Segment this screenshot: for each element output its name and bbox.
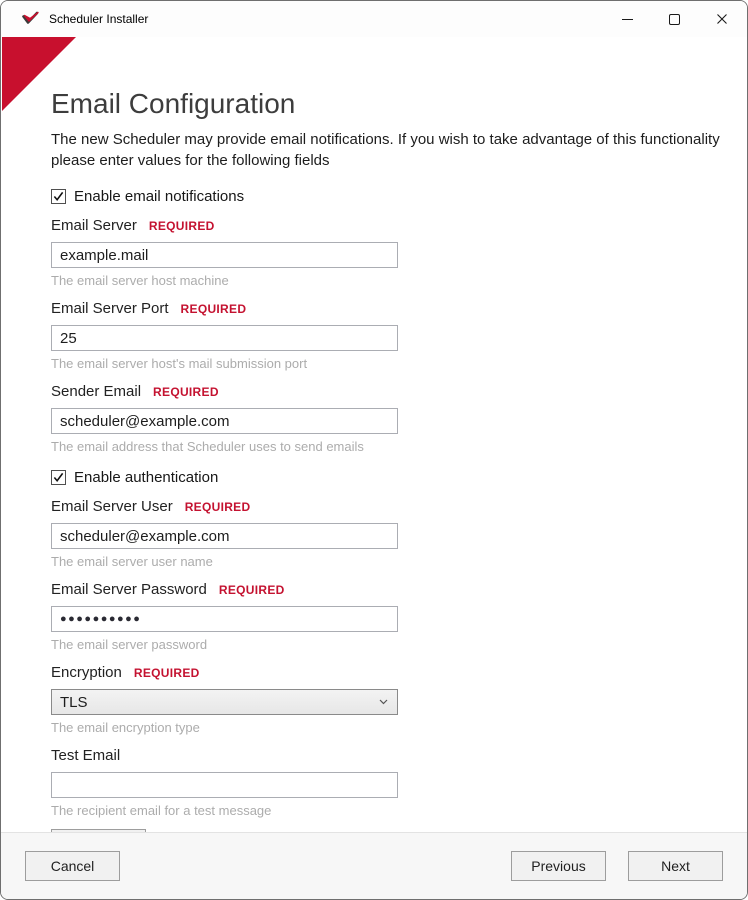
- previous-button[interactable]: Previous: [511, 851, 606, 881]
- email-server-port-input[interactable]: [51, 325, 398, 351]
- required-badge: REQUIRED: [180, 302, 247, 316]
- required-badge: REQUIRED: [153, 385, 219, 399]
- close-icon: [716, 13, 728, 25]
- required-badge: REQUIRED: [148, 219, 215, 233]
- chevron-down-icon: [379, 699, 388, 705]
- field-email-server-port: [51, 300, 721, 371]
- window-controls: [604, 2, 745, 36]
- encryption-help: The email encryption type: [51, 720, 200, 735]
- test-email-input[interactable]: [51, 772, 398, 798]
- required-badge: REQUIRED: [184, 500, 251, 514]
- maximize-button[interactable]: [651, 2, 698, 36]
- sender-email-help: The email address that Scheduler uses to send emails: [51, 439, 364, 454]
- required-badge: REQUIRED: [218, 583, 285, 597]
- encryption-select[interactable]: [51, 689, 398, 715]
- checkbox-box[interactable]: [51, 470, 66, 485]
- minimize-icon: [622, 19, 633, 20]
- checkbox-box[interactable]: [51, 189, 66, 204]
- field-test-email: [51, 747, 721, 818]
- field-encryption: [51, 664, 721, 735]
- checkbox-label: Enable authentication: [74, 469, 219, 486]
- field-sender-email: [51, 383, 721, 454]
- email-server-label: Email Server: [51, 217, 137, 234]
- email-configuration-page: [1, 88, 747, 858]
- cancel-button[interactable]: Cancel: [25, 851, 120, 881]
- next-button[interactable]: Next: [628, 851, 723, 881]
- required-badge: REQUIRED: [133, 666, 200, 680]
- window-title: Scheduler Installer: [49, 12, 149, 26]
- email-server-password-help: The email server password: [51, 637, 208, 652]
- enable-authentication-checkbox[interactable]: [51, 469, 721, 486]
- check-icon: [53, 472, 64, 483]
- email-server-user-label: Email Server User: [51, 498, 173, 515]
- maximize-icon: [669, 14, 680, 25]
- test-email-label: Test Email: [51, 747, 121, 764]
- footer-bar: [1, 832, 747, 899]
- field-email-server-password: [51, 581, 721, 652]
- email-server-user-input[interactable]: [51, 523, 398, 549]
- encryption-label: Encryption: [51, 664, 122, 681]
- minimize-button[interactable]: [604, 2, 651, 36]
- email-server-port-label: Email Server Port: [51, 300, 169, 317]
- email-server-user-help: The email server user name: [51, 554, 213, 569]
- test-email-help: The recipient email for a test message: [51, 803, 272, 818]
- check-icon: [53, 191, 64, 202]
- checkbox-label: Enable email notifications: [74, 188, 245, 205]
- app-logo-icon: [21, 11, 40, 27]
- email-server-input[interactable]: [51, 242, 398, 268]
- sender-email-input[interactable]: [51, 408, 398, 434]
- email-server-port-help: The email server host's mail submission port: [51, 356, 308, 371]
- page-description: The new Scheduler may provide email notifications. If you wish to take advantage of this functionality please enter values for the following fields: [51, 131, 720, 169]
- page-title: Email Configuration: [51, 88, 296, 119]
- field-email-server: [51, 217, 721, 288]
- field-email-server-user: [51, 498, 721, 569]
- email-server-help: The email server host machine: [51, 273, 229, 288]
- sender-email-label: Sender Email: [51, 383, 142, 400]
- enable-email-notifications-checkbox[interactable]: [51, 188, 721, 205]
- title-bar: [1, 1, 747, 37]
- email-server-password-label: Email Server Password: [51, 581, 207, 598]
- email-server-password-input[interactable]: [51, 606, 398, 632]
- close-button[interactable]: [698, 2, 745, 36]
- encryption-selected-value: TLS: [60, 693, 88, 711]
